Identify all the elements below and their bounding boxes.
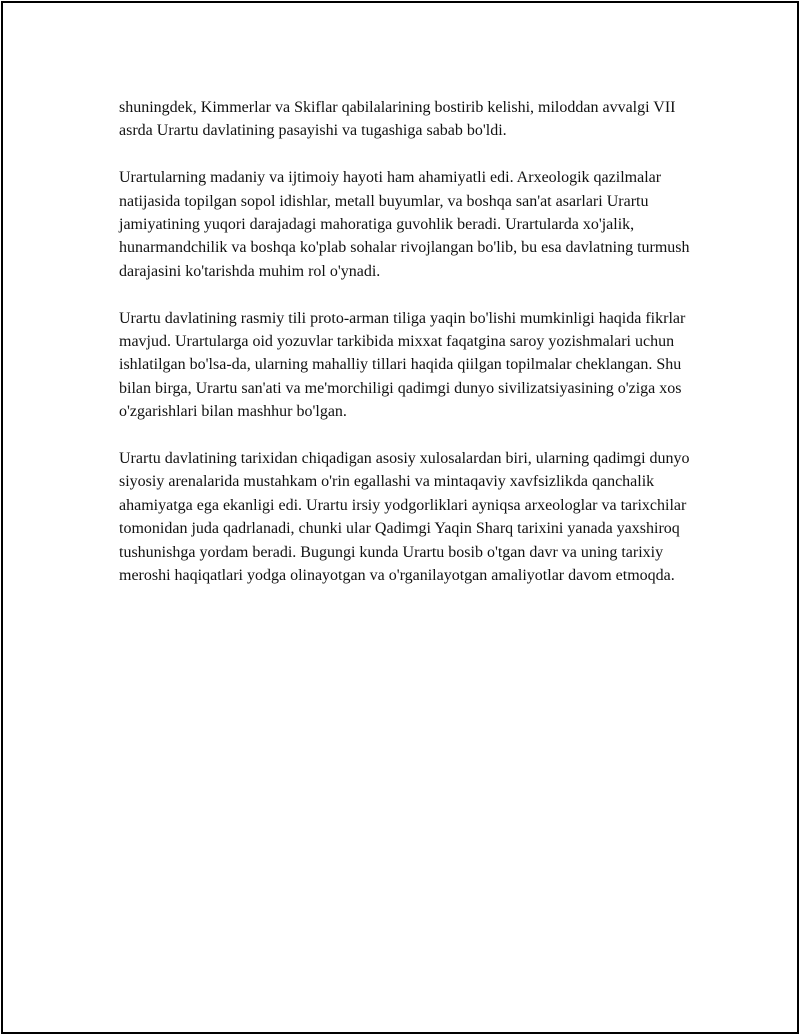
paragraph-2: Urartularning madaniy va ijtimoiy hayoti ham ahamiyatli edi. Arxeologik qazilmalar natijasida topilgan sopol idishlar, metall buyumlar, va boshqa san'at asarlari Urartu jamiyatining yuqori darajadagi mahoratiga guvohlik beradi. Urartularda xo'jalik, hunarmandchilik va boshqa ko'plab sohalar rivojlangan bo'lib, bu esa davlatning turmush darajasini ko'tarishda muhim rol o'ynadi. <box>119 169 690 280</box>
document-page <box>1 1 799 1034</box>
paragraph-4: Urartu davlatining tarixidan chiqadigan asosiy xulosalardan biri, ularning qadimgi dunyo siyosiy arenalarida mustahkam o'rin egallashi va mintaqaviy xavfsizlikda qanchalik ahamiyatga ega ekanligi edi. Urartu irsiy yodgorliklari ayniqsa arxeologlar va tarixchilar tomonidan juda qadrlanadi, chunki ular Qadimgi Yaqin Sharq tarixini yanada yaxshiroq tushunishga yordam beradi. Bugungi kunda Urartu bosib o'tgan davr va uning tarixiy meroshi haqiqatlari yodga olinayotgan va o'rganilayotgan amaliyotlar davom etmoqda. <box>119 450 690 585</box>
paragraph-3: Urartu davlatining rasmiy tili proto-arman tiliga yaqin bo'lishi mumkinligi haqida fikrlar mavjud. Urartularga oid yozuvlar tarkibida mixxat faqatgina saroy yozishmalari uchun ishlatilgan bo'lsa-da, ularning mahalliy tillari haqida qiilgan topilmalar cheklangan. Shu bilan birga, Urartu san'ati va me'morchiligi qadimgi dunyo sivilizatsiyasining o'ziga xos o'zgarishlari bilan mashhur bo'lgan. <box>119 309 686 421</box>
document-body <box>119 96 704 611</box>
paragraph-1: shuningdek, Kimmerlar va Skiflar qabilalarining bostirib kelishi, miloddan avvalgi VII asrda Urartu davlatining pasayishi va tugashiga sabab bo'ldi. <box>119 99 676 140</box>
